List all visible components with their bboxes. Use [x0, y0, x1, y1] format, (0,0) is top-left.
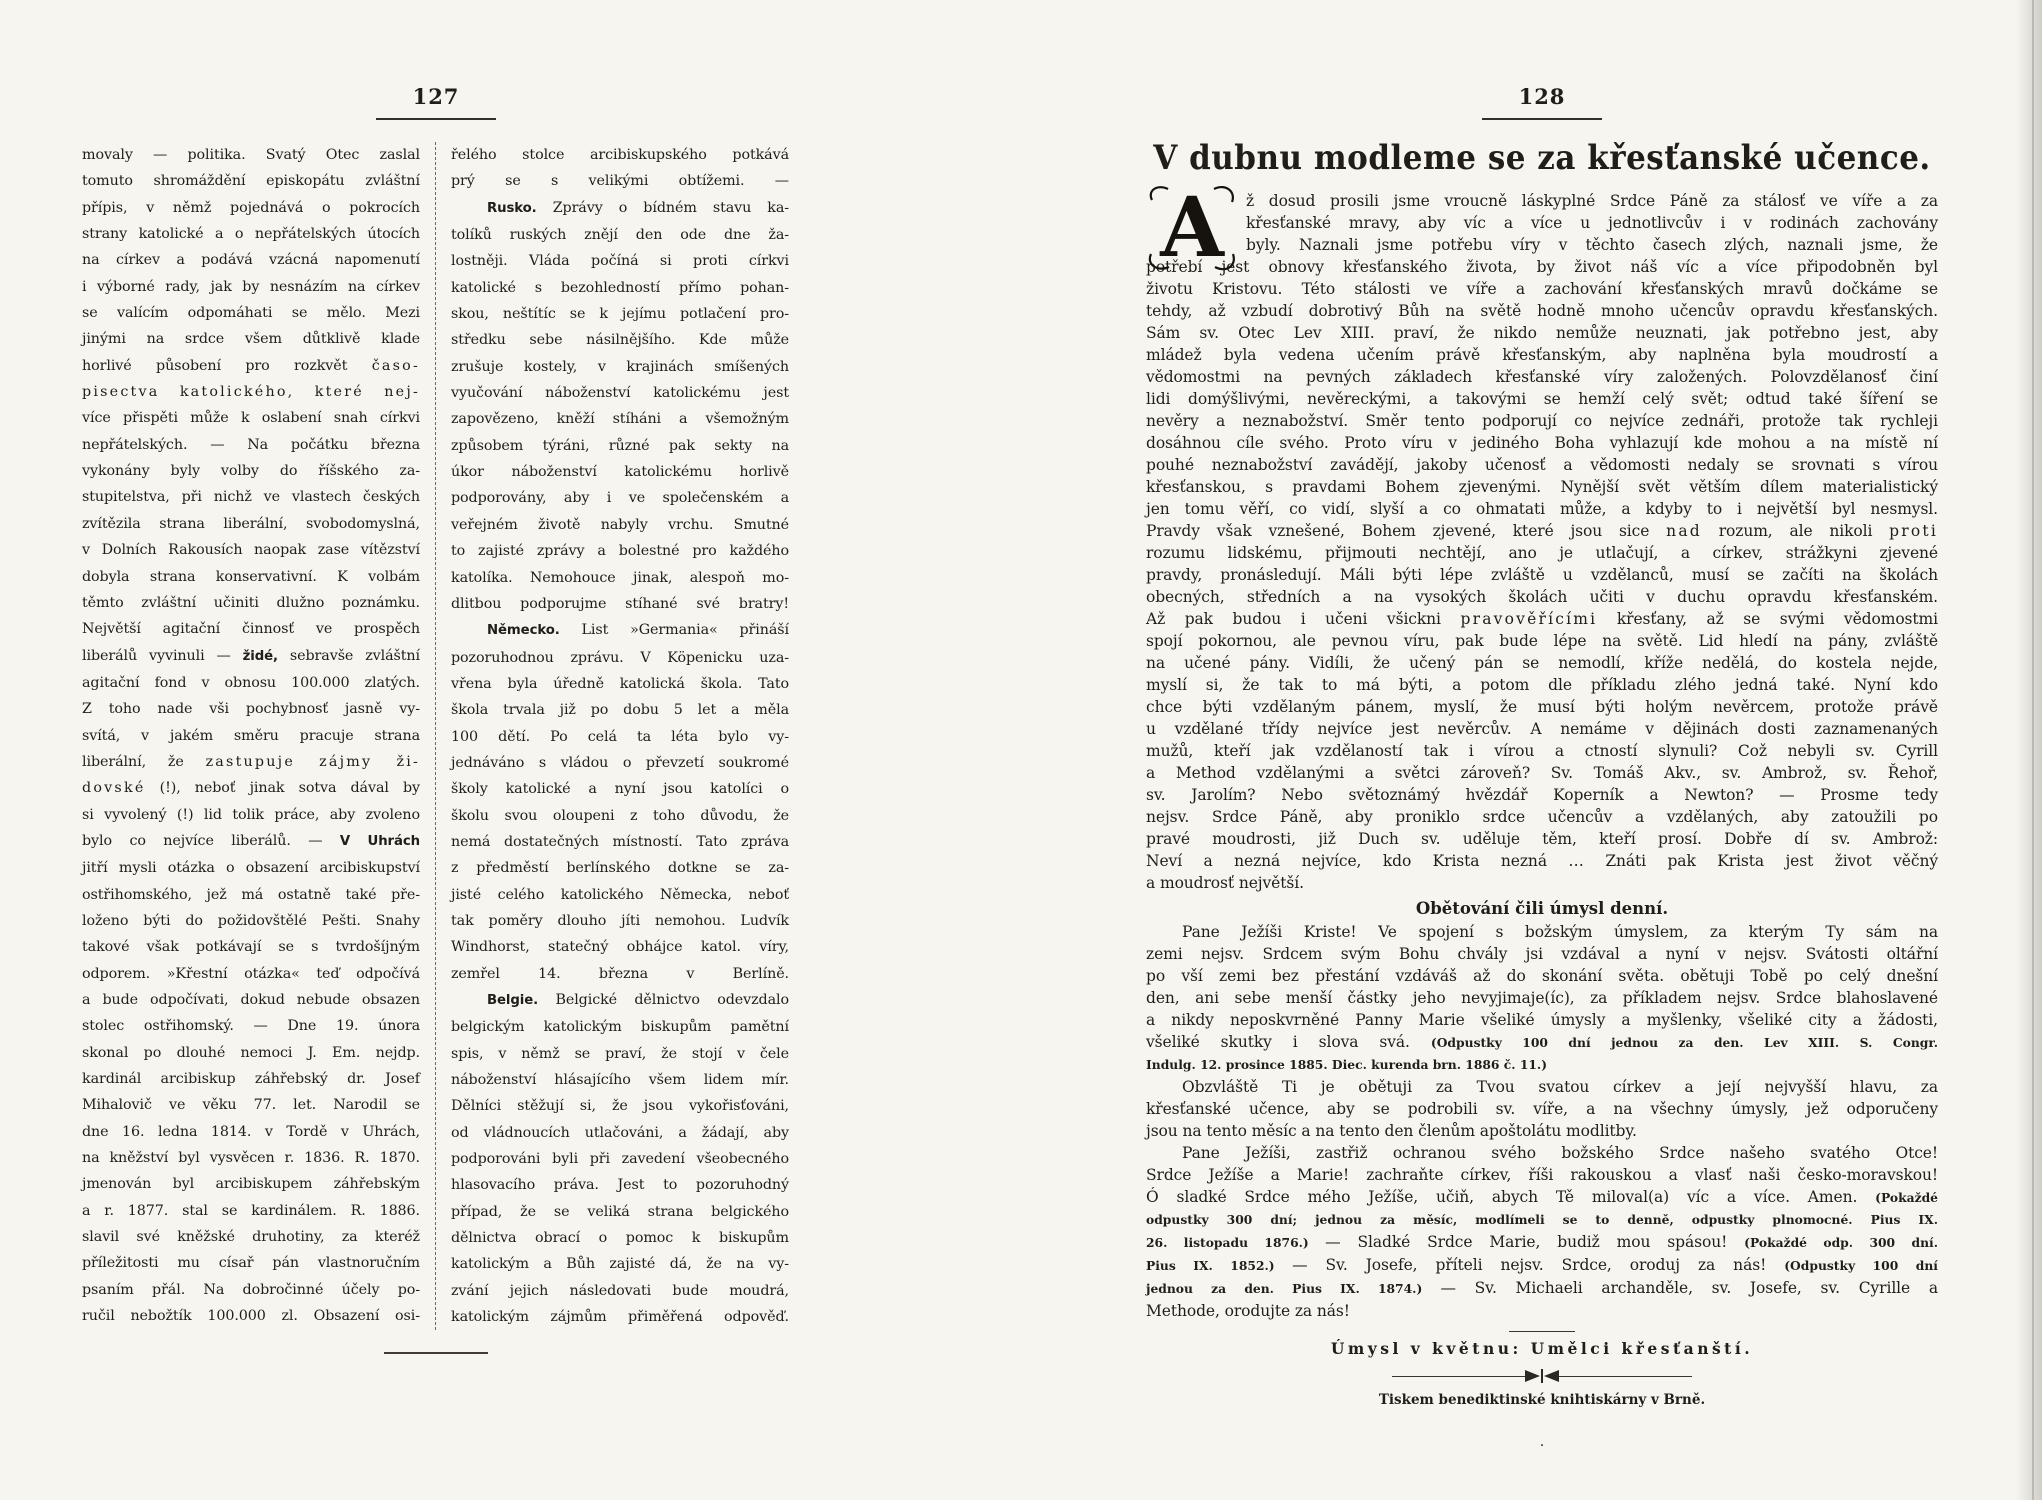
scan-edge-line: [2032, 0, 2034, 1500]
text-line: Srdce Ježíše a Marie! zachraňte církev, říši rakouskou a vlasť naši česko-moravskou!: [1146, 1166, 1938, 1184]
next-month-intention: Úmysl v květnu: Umělci křesťanští.: [1330, 1339, 1754, 1358]
text-line: vykonány byly volby do říšského za-: [82, 463, 420, 480]
right-page: [1146, 84, 1938, 1450]
text-line: případ, že se veliká strana belgického: [451, 1203, 789, 1220]
paragraph: [1146, 921, 1938, 1076]
text-line: dovské (!), neboť jinak sotva dával by: [82, 780, 420, 797]
text-line: Belgie. Belgické dělnictvo odevzdalo: [487, 992, 789, 1008]
text-line: dne 16. ledna 1814. v Tordě v Uhrách,: [82, 1123, 420, 1140]
text-line: den, ani sebe menší částky jeho nevyjimaje(íc), za příkladem nejsv. Srdce blahoslavené: [1146, 989, 1938, 1007]
text-line: způsobem týráni, různé pak sekty na: [451, 437, 789, 454]
text-line: na církev a podává vzácná napomenutí: [82, 252, 420, 269]
text-line: sv. Jarolím? Nebo světoznámý hvězdář Koperník a Newton? — Prosme tedy: [1146, 786, 1938, 804]
text-line: Německo. List »Germania« přináší: [487, 622, 789, 639]
text-line: Pane Ježíši Kriste! Ve spojení s božským úmyslem, za kterým Ty sám na: [1182, 923, 1938, 941]
text-line: katolickým zájmům přiměřená odpověď.: [451, 1309, 789, 1326]
text-line: Obzvláště Ti je obětuji za Tvou svatou církev a její nejvyšší hlavu, za: [1182, 1078, 1938, 1096]
text-line: horlivé působení pro rozkvět časo-: [82, 357, 420, 374]
text-line: tomuto shromáždění episkopátu zvláštní: [82, 173, 420, 190]
text-line: Methode, orodujte za nás!: [1146, 1302, 1350, 1320]
text-line: podporováni byli při zavedení všeobecného: [451, 1151, 789, 1168]
section-subheading: Obětování čili úmysl denní.: [1415, 899, 1669, 918]
text-line: nevěry a neznabožství. Směr tento podporují co nejvíce zednáři, protože tak rychleji: [1146, 412, 1938, 430]
text-line: vyučování náboženství katolickému jest: [451, 385, 789, 402]
text-line: pozoruhodnou zprávu. V Köpenicku uza-: [451, 649, 789, 666]
text-line: ručil nebožtík 100.000 zl. Obsazení osi-: [82, 1308, 420, 1325]
text-line: křesťanské mravy, aby víc a více u jednotlivcův i v rodinách zachovány: [1246, 214, 1938, 232]
text-line: Ó sladké Srdce mého Ježíše, učiň, abych Tě miloval(a) víc a více. Amen. (Pokaždé: [1146, 1188, 1938, 1206]
scan-edge-shading: [2016, 0, 2042, 1500]
text-line: Pane Ježíši, zastřiž ochranou svého božského Srdce našeho svatého Otce!: [1182, 1144, 1938, 1162]
text-line: Indulg. 12. prosince 1885. Diec. kurenda brn. 1886 č. 11.): [1146, 1057, 1548, 1072]
text-line: katolickým a Bůh zajisté dá, že na vy-: [451, 1256, 789, 1273]
text-line: řelého stolce arcibiskupského potkává: [451, 147, 789, 163]
text-line: tolíků ruských znějí den ode dne ža-: [451, 227, 789, 244]
text-line: Mihalovič ve věku 77. let. Narodil se: [82, 1097, 420, 1114]
text-line: pravdy, pronásledují. Máli býti lépe zvláště u vzdělanců, musí se začíti na školách: [1146, 566, 1938, 584]
text-line: jen tomu věří, co vidí, slyší a co ohmatati může, a kdyby to i největší byl nesmysl.: [1146, 500, 1938, 518]
text-line: a r. 1877. stal se kardinálem. R. 1886.: [82, 1202, 420, 1219]
text-line: zemi nejsv. Srdcem svým Bohu chvály jsi vzdával a nyní v nejsv. Svátosti oltářní: [1146, 945, 1938, 963]
left-column-1: [82, 142, 420, 1330]
dropcap-ornament: [1146, 182, 1238, 274]
text-line: liberálů vyvinuli — židé, sebravše zvláštní: [82, 647, 420, 664]
text-line: v Dolních Rakousích naopak zase vítězství: [82, 542, 420, 559]
text-line: 26. listopadu 1876.) — Sladké Srdce Marie, budiž mou spásou! (Pokaždé odp. 300 dní.: [1146, 1233, 1938, 1251]
text-line: a moudrosť největší.: [1146, 874, 1304, 892]
text-line: belgickým katolickým biskupům pamětní: [451, 1019, 789, 1036]
text-line: dlitbou podporujme stíhané své bratry!: [451, 595, 789, 612]
text-line: chce býti vzdělaným pánem, myslí, že musí býti holým nevěrcem, protože právě: [1146, 698, 1938, 716]
text-line: více přispěti může k oslabení snah církvi: [82, 410, 420, 427]
text-line: stolec ostřihomský. — Dne 19. února: [82, 1018, 420, 1035]
text-line: movaly — politika. Svatý Otec zaslal: [82, 147, 420, 163]
text-line: středku sebe násilnějšího. Kde může: [451, 332, 789, 349]
text-line: psaním přál. Na dobročinné účely po-: [82, 1281, 420, 1298]
svg-text:A: A: [1160, 182, 1224, 274]
text-line: podporovány, aby i ve společenském a: [451, 490, 789, 507]
text-line: zemřel 14. března v Berlíně.: [451, 965, 789, 982]
text-line: a Method vzdělanými a světci zároveň? Sv. Tomáš Akv., sv. Ambrož, sv. Řehoř,: [1146, 764, 1938, 782]
text-line: pravé moudrosti, již Duch sv. uděluje těm, kteří prosí. Dobře dí sv. Ambrož:: [1146, 830, 1938, 848]
text-line: Windhorst, statečný obhájce katol. víry,: [451, 939, 789, 956]
text-line: rozumu lidskému, přijmouti nechtějí, ano je utlačují, a církev, strážkyni zjevené: [1146, 544, 1938, 562]
left-page-number: 127: [412, 84, 460, 109]
text-line: tak poměry dlouho jíti nemohou. Ludvík: [451, 912, 789, 929]
text-line: katolické s bezohledností přímo pohan-: [451, 279, 789, 296]
right-page-blocks: [1146, 182, 1939, 1450]
text-line: úkor náboženství katolickému horlivě: [451, 464, 789, 481]
text-line: svítá, v jakém směru pracuje strana: [82, 727, 420, 744]
text-line: Neví a nezná nejvíce, kdo Krista nezná … Znáti pak Krista jest život věčný: [1146, 852, 1938, 870]
text-line: jinými na srdce všem důtklivě klade: [82, 331, 420, 348]
text-line: liberální, že zastupuje zájmy ži-: [82, 753, 420, 770]
text-line: pouhé neznabožství zavádějí, jakoby učenosť a vědomosti nedaly se srovnati s vírou: [1146, 456, 1938, 474]
right-page-number: 128: [1518, 84, 1566, 109]
text-line: Pravdy však vznešené, Bohem zjevené, které jsou sice nad rozum, ale nikoli proti: [1146, 522, 1938, 540]
text-line: Dělníci stěžují si, že jsou vykořisťováni,: [451, 1098, 789, 1115]
text-line: jednáváno s vládou o převzetí soukromé: [451, 754, 789, 771]
ornament-center-bar: [1541, 1369, 1543, 1383]
column-divider: [435, 142, 436, 1330]
dropcap-initial: [1146, 182, 1234, 274]
text-line: vřena byla úředně katolická škola. Tato: [451, 675, 789, 692]
text-line: na kněžství byl vysvěcen r. 1836. R. 1870.: [82, 1150, 420, 1167]
article-title: V dubnu modleme se za křesťanské učence.: [1153, 138, 1931, 178]
text-line: si vyvolený (!) lid tolik práce, aby zvoleno: [82, 806, 420, 823]
text-line: a nikdy neposkvrněné Panny Marie všeliké úmysly a myšlenky, všeliké city a žádosti,: [1146, 1011, 1938, 1029]
text-line: dělnictva obrací o pomoc k biskupům: [451, 1230, 789, 1247]
text-line: Největší agitační činnosť ve prospěch: [82, 621, 420, 638]
text-line: na učené pány. Vidíli, že učený pán se nemodlí, kříže nedělá, do kostela nejde,: [1146, 654, 1938, 672]
text-line: katolíka. Nemohouce jinak, alespoň mo-: [451, 569, 789, 586]
text-line: jitří mysli otázka o obsazení arcibiskupství: [82, 860, 420, 877]
text-line: mužů, kteří jak vzdělaností tak i vírou a ctností slynuli? Což nebyli sv. Cyrill: [1146, 742, 1938, 760]
text-line: dobyla strana konservativní. K volbám: [82, 568, 420, 585]
ornament-bar-right: [1559, 1376, 1692, 1377]
text-line: nejsv. Srdce Páně, aby proniklo srdce učencův a vzdělaných, aby zatoužili po: [1146, 808, 1938, 826]
text-line: příležitosti mu císař pán vlastnoručním: [82, 1255, 420, 1272]
text-line: odporem. »Křestní otázka« teď odpočívá: [82, 965, 420, 982]
text-line: pisectva katolického, které nej-: [82, 384, 420, 401]
text-line: Z toho nade vši pochybnosť jasně vy-: [82, 701, 420, 718]
text-line: u vzdělané třídy nejvíce jest nevěrcův. A nemáme v dějinách dosti zaznamenaných: [1146, 720, 1938, 738]
text-line: přípis, v němž pojednává o pokrocích: [82, 199, 420, 216]
text-line: Pius IX. 1852.) — Sv. Josefe, příteli nejsv. Srdce, oroduj za nás! (Odpustky 100 dní: [1146, 1256, 1938, 1274]
text-line: Rusko. Zprávy o bídném stavu ka-: [487, 199, 789, 216]
text-line: školu svou oloupeni z toho důvodu, že: [451, 807, 789, 824]
text-line: křesťanské učence, aby se podrobili sv. víře, a na všechny úmysly, jež odporučeny: [1146, 1100, 1938, 1118]
text-line: takové však potkávají se s tvrdošíjným: [82, 939, 420, 956]
ornament-triangle-right: [1544, 1370, 1559, 1382]
stray-dot-mark: .: [1539, 1434, 1545, 1450]
text-line: dosáhnou cíle svého. Proto víru v jediného Boha vyhlazují kde mohou a na místě ní: [1146, 434, 1938, 452]
text-line: skou, neštítíc se k jejímu potlačení pro-: [451, 306, 789, 323]
text-line: 100 dětí. Po celá ta léta bylo vy-: [451, 728, 789, 745]
text-line: spis, v němž se praví, že stojí v čele: [451, 1045, 789, 1062]
text-line: ž dosud prosili jsme vroucně láskyplné Srdce Páně za stálosť ve víře a za: [1246, 192, 1938, 210]
text-line: odpustky 300 dní; jednou za měsíc, modlímeli se to denně, odpustky plnomocné. Pius IX.: [1146, 1212, 1938, 1227]
text-line: z předměstí berlínského dotkne se za-: [451, 860, 789, 877]
small-rule: [1509, 1331, 1575, 1332]
text-line: po vší zemi bez přestání vzdáváš až do skonání světa. obětuji Tobě po celý dnešní: [1146, 967, 1938, 985]
left-page-columns: [82, 142, 790, 1330]
left-column-2: [451, 142, 789, 1330]
paragraph: [1146, 1142, 1938, 1322]
text-line: potřebí jest obnovy křesťanského života, by život náš víc a více připodobněn byl: [1146, 258, 1938, 276]
text-line: jednou za den. Pius IX. 1874.) — Sv. Michaeli archanděle, sv. Josefe, sv. Cyrille a: [1146, 1279, 1939, 1297]
ornament-triangle-left: [1525, 1370, 1540, 1382]
text-line: hlasovacího práva. Jest to pozoruhodný: [451, 1177, 789, 1194]
text-line: strany katolické a o nepřátelských útocích: [82, 226, 420, 243]
text-line: i výborné rady, jak by nesnázím na církev: [82, 278, 420, 295]
text-line: vědomostmi na pevných základech křesťanské víry založených. Polovzdělanosť činí: [1146, 368, 1938, 386]
text-line: od vládnoucích utlačováni, a žádají, aby: [451, 1124, 789, 1141]
text-line: lostněji. Vláda počíná si proti církvi: [451, 253, 789, 270]
text-line: Až pak budou i učeni všickni pravověřícími křesťany, až se svými vědomostmi: [1146, 610, 1938, 628]
text-line: náboženství hlásajícího všem lidem mír.: [451, 1072, 789, 1089]
text-line: veřejném životě nabyly vrchu. Smutné: [451, 516, 789, 533]
left-page-number-rule: [376, 84, 496, 120]
text-line: slavil své kněžské druhotiny, za kteréž: [82, 1229, 420, 1246]
right-page-number-rule: [1482, 84, 1602, 120]
left-page: [82, 84, 790, 1354]
printer-ornament-rule: [1392, 1369, 1692, 1383]
paragraph: [1146, 182, 1938, 894]
text-line: bylo co nejvíce liberálů. — V Uhrách: [82, 832, 420, 849]
text-line: nemá dostatečných místností. Tato zpráva: [451, 833, 789, 850]
text-line: křesťanskou, s pravdami Bohem zjevenými. Nynější svět větším dílem materialistický: [1146, 478, 1938, 496]
text-line: zapovězeno, kněží stíháni a všemožným: [451, 411, 789, 428]
paragraph: [1146, 1076, 1938, 1142]
text-line: skonal po dlouhé nemoci J. Em. nejdp.: [82, 1044, 420, 1061]
text-line: byly. Naznali jsme potřebu víry v těchto časech zlých, naznali jsme, že: [1246, 236, 1938, 254]
text-line: všeliké skutky i slova svá. (Odpustky 100 dní jednou za den. Lev XIII. S. Congr.: [1146, 1033, 1939, 1051]
text-line: obecných, středních a na vysokých školách učiti v duchu opravdu křesťanském.: [1146, 588, 1938, 606]
text-line: jsou na tento měsíc a na tento den členům apoštolátu modlitby.: [1146, 1122, 1637, 1140]
text-line: zvítězila strana liberální, svobodomyslná,: [82, 515, 420, 532]
text-line: jmenován byl arcibiskupem záhřebským: [82, 1176, 420, 1193]
text-line: mládež byla vedena učením právě křesťanským, aby naplněna byla moudrostí a: [1146, 346, 1938, 364]
text-line: kardinál arcibiskup záhřebský dr. Josef: [82, 1071, 420, 1088]
text-line: Sám sv. Otec Lev XIII. praví, že nikdo nemůže neuznati, jak potřebno jest, aby: [1146, 324, 1938, 342]
text-line: myslí si, že tak to má býti, a potom dle příkladu zlého jedná také. Nyní kdo: [1146, 676, 1938, 694]
text-line: těmto zvláštní učiniti dlužno poznámku.: [82, 594, 420, 611]
text-line: a bude odpočívati, dokud nebude obsazen: [82, 992, 420, 1008]
text-line: agitační fond v obnosu 100.000 zlatých.: [82, 674, 420, 691]
text-line: zrušuje kostely, v krajinách smíšených: [451, 358, 789, 375]
text-line: nepřátelských. — Na počátku března: [82, 436, 420, 453]
ornament-bar-left: [1392, 1376, 1525, 1377]
text-line: životu Kristovu. Této stálosti ve víře a zachování křesťanských mravů dočkáme se: [1146, 280, 1938, 298]
text-line: jisté celého katolického Německa, neboť: [451, 886, 789, 903]
text-line: zvání jejich následovati bude moudrá,: [451, 1282, 789, 1299]
text-line: školy katolické a nyní jsou katolíci o: [451, 781, 789, 798]
text-line: to zajisté zprávy a bolestné pro každého: [451, 543, 789, 560]
text-line: se valícím odpomáhati se mělo. Mezi: [82, 305, 420, 322]
text-line: škola trvala již po dobu 5 let a měla: [451, 702, 789, 719]
text-line: prý se s velikými obtížemi. —: [451, 173, 789, 190]
text-line: stupitelstva, při nichž ve vlastech českých: [82, 489, 420, 506]
printer-imprint: Tiskem benediktinské knihtiskárny v Brně.: [1378, 1392, 1706, 1408]
text-line: lidi domýšlivými, nevěreckými, a takovými se hemží celý svět; odtud také šíření se: [1146, 390, 1938, 408]
text-line: tehdy, až vzbudí dobrotivý Bůh na světě hodně mnoho učencův opravdu křesťanských.: [1146, 302, 1938, 320]
text-line: spojí pokornou, ale pevnou víru, pak bude lépe na světě. Lid hledí na pány, zvláště: [1146, 632, 1938, 650]
section-end-rule: [384, 1352, 488, 1354]
text-line: ostřihomského, jež má ostatně také pře-: [82, 886, 420, 903]
text-line: loženo býti do požidovštělé Pešti. Snahy: [82, 912, 420, 929]
